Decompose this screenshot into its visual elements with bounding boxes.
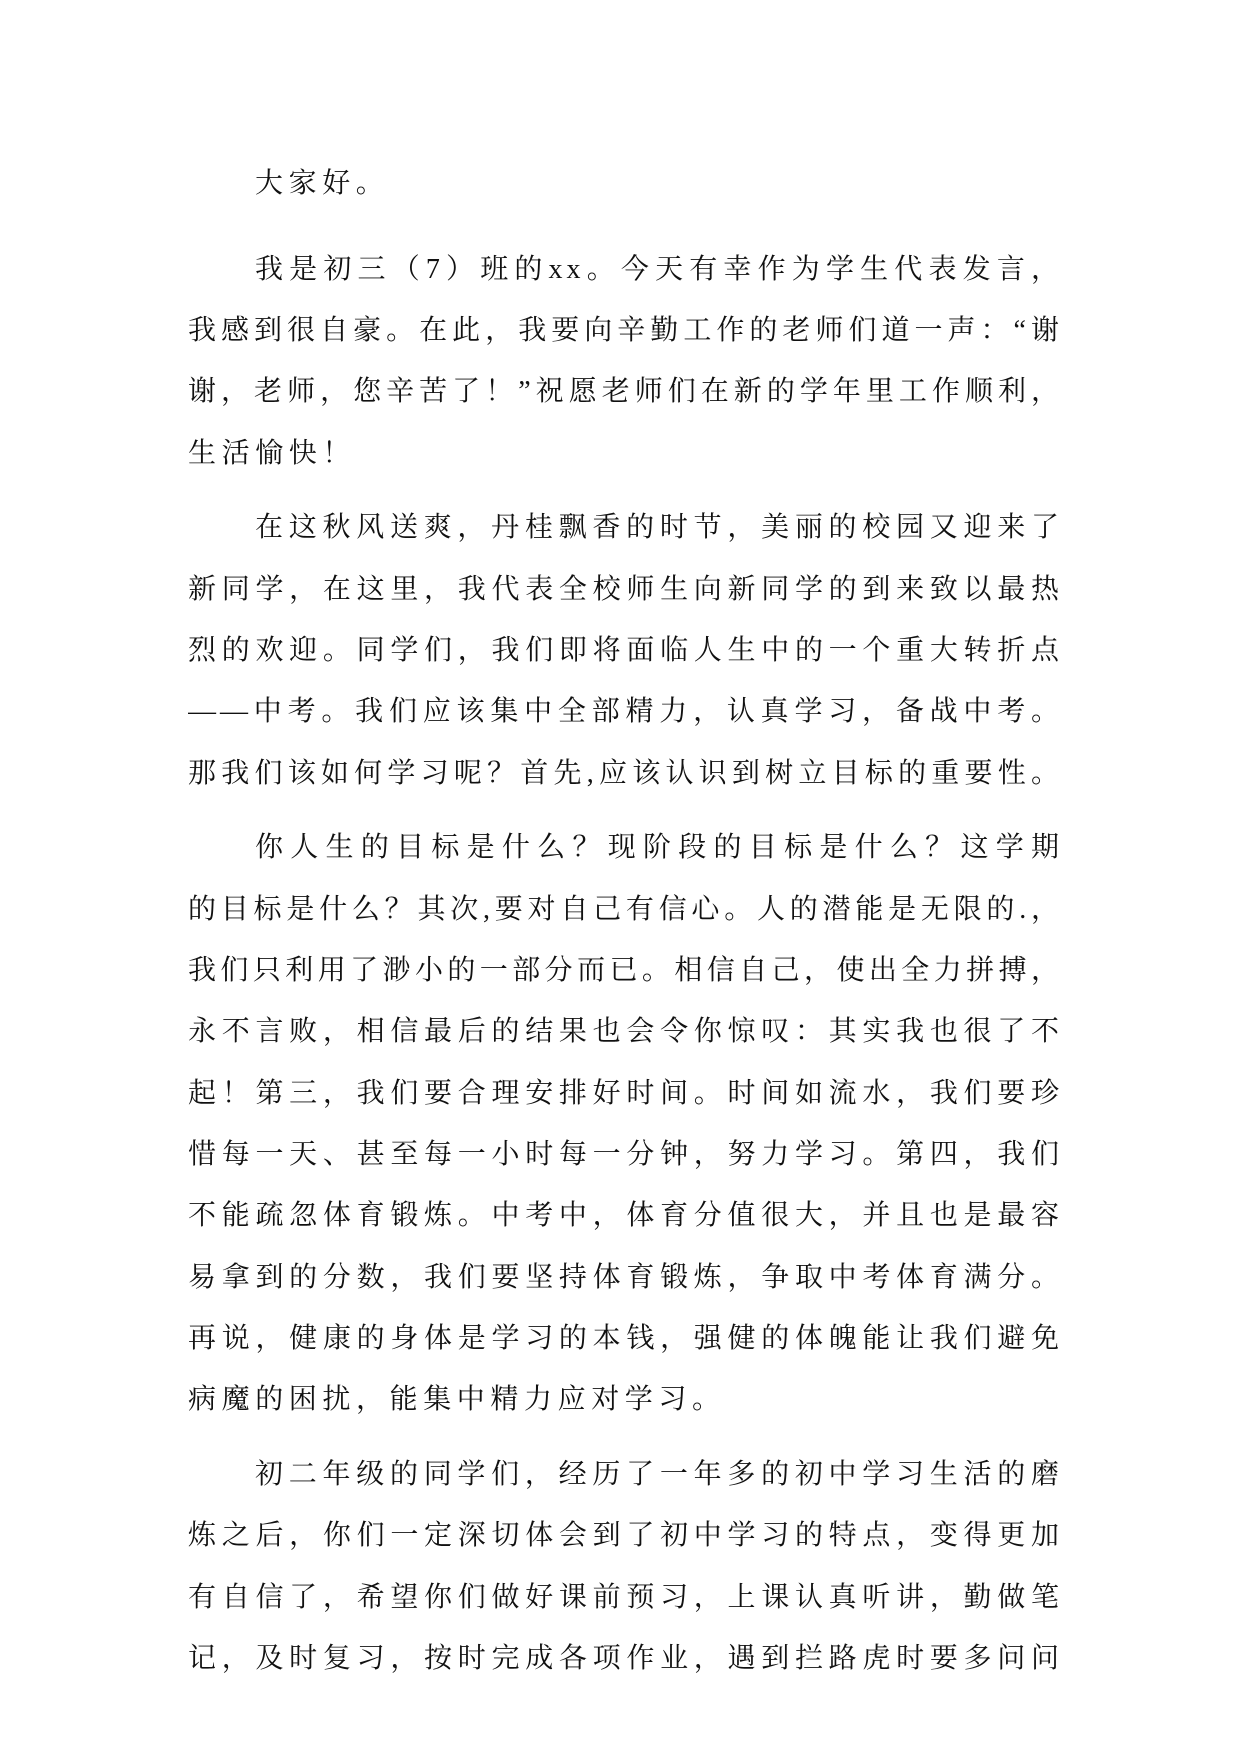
text-line: 你人生的目标是什么？现阶段的目标是什么？这学期 xyxy=(255,832,1063,864)
text-line: 惜每一天、甚至每一小时每一分钟，努力学习。第四，我们 xyxy=(188,1138,1063,1170)
text-line: 新同学，在这里，我代表全校师生向新同学的到来致以最热 xyxy=(188,573,1063,605)
text-line: 那我们该如何学习呢？首先,应该认识到树立目标的重要性。 xyxy=(188,757,1063,789)
paragraph-study-advice xyxy=(188,817,1063,1430)
text-line: 的目标是什么？其次,要对自己有信心。人的潜能是无限的.， xyxy=(188,893,1063,925)
text-line: 起！第三，我们要合理安排好时间。时间如流水，我们要珍 xyxy=(188,1077,1063,1109)
text-line: 我是初三（7）班的xx。今天有幸作为学生代表发言， xyxy=(255,253,1063,285)
text-line: 初二年级的同学们，经历了一年多的初中学习生活的磨 xyxy=(255,1458,1063,1490)
text-line: 我感到很自豪。在此，我要向辛勤工作的老师们道一声：“谢 xyxy=(188,315,1063,347)
paragraph-grade-two xyxy=(188,1444,1063,1689)
text-line: 在这秋风送爽，丹桂飘香的时节，美丽的校园又迎来了 xyxy=(255,512,1063,544)
text-line: 生活愉快！ xyxy=(188,437,357,469)
paragraph-introduction xyxy=(188,239,1063,484)
paragraph-welcome xyxy=(188,497,1063,803)
text-line: 我们只利用了渺小的一部分而已。相信自己，使出全力拼搏， xyxy=(188,955,1063,987)
text-line: 再说，健康的身体是学习的本钱，强健的体魄能让我们避免 xyxy=(188,1322,1063,1354)
text-line: 谢，老师，您辛苦了！”祝愿老师们在新的学年里工作顺利， xyxy=(188,376,1063,408)
text-line: 易拿到的分数，我们要坚持体育锻炼，争取中考体育满分。 xyxy=(188,1261,1063,1293)
text-line: 有自信了，希望你们做好课前预习，上课认真听讲，勤做笔 xyxy=(188,1581,1063,1613)
text-line: 炼之后，你们一定深切体会到了初中学习的特点，变得更加 xyxy=(188,1520,1063,1552)
text-line: 烈的欢迎。同学们，我们即将面临人生中的一个重大转折点 xyxy=(188,635,1063,667)
text-line: 记，及时复习，按时完成各项作业，遇到拦路虎时要多问问 xyxy=(188,1642,1063,1674)
text-line: 病魔的困扰，能集中精力应对学习。 xyxy=(188,1384,726,1416)
text-line: 永不言败，相信最后的结果也会令你惊叹：其实我也很了不 xyxy=(188,1016,1063,1048)
paragraph-greeting xyxy=(188,153,1063,214)
document-body xyxy=(188,153,1063,1689)
text-line: 大家好。 xyxy=(255,168,390,199)
text-line: 不能疏忽体育锻炼。中考中，体育分值很大，并且也是最容 xyxy=(188,1200,1063,1232)
text-line: ——中考。我们应该集中全部精力，认真学习，备战中考。 xyxy=(188,696,1063,728)
